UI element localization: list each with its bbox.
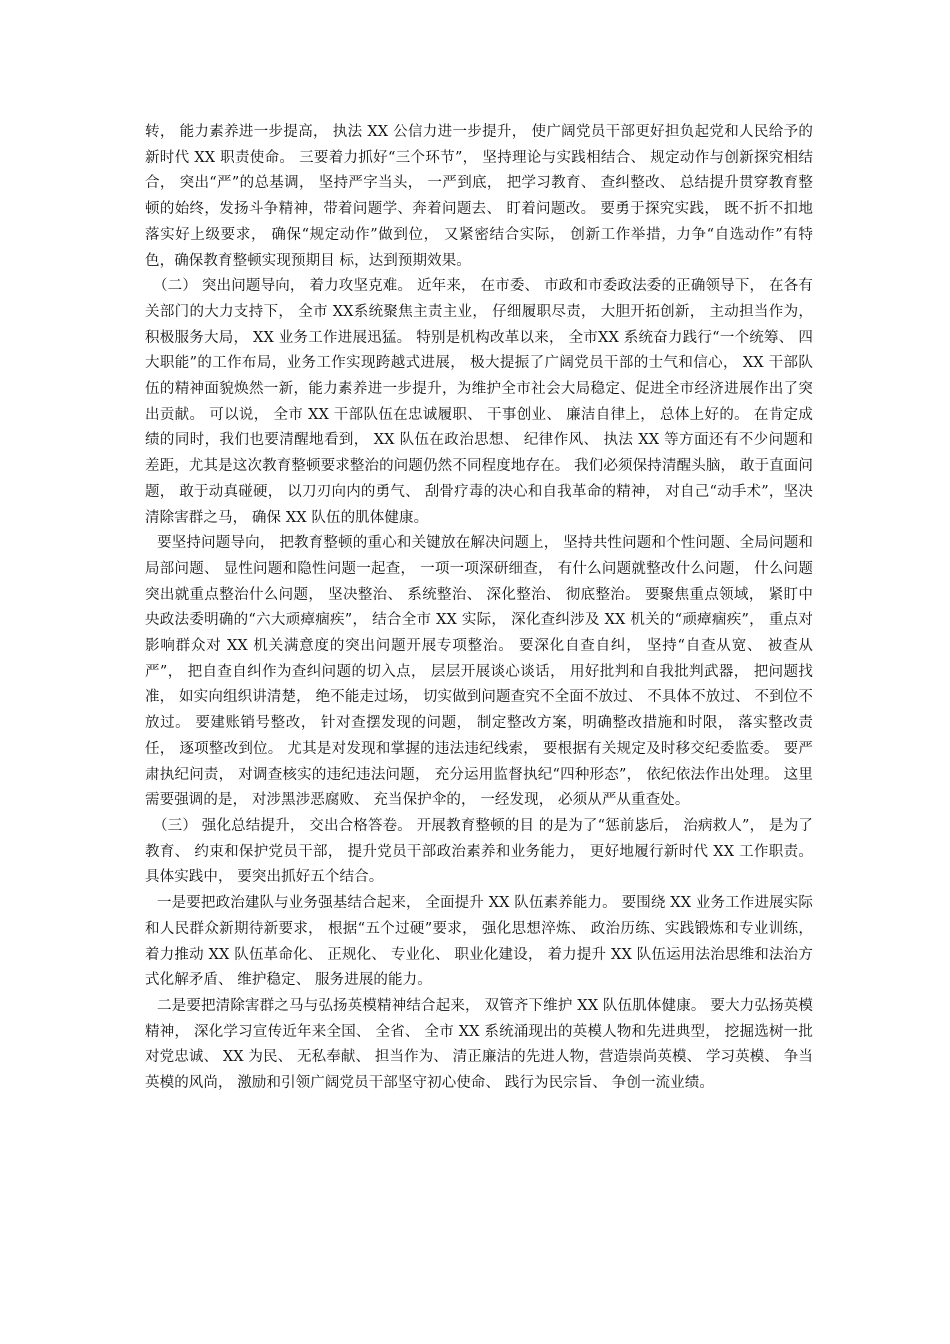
paragraph-4: （三） 强化总结提升， 交出合格答卷。 开展教育整顿的目 的是为了“惩前毖后， 治病救人”， 是为了教育、 约束和保护党员干部， 提升党员干部政治素养和业务能力， 更好地履行新时代 XX 工作职责。 具体实践中， 要突出抓好五个结合。 [145,817,818,886]
paragraph-6: 二是要把清除害群之马与弘扬英模精神结合起来， 双管齐下维护 XX 队伍肌体健康。 要大力弘扬英模精神， 深化学习宣传近年来全国、 全省、 全市 XX 系统涌现出的英模人物和先进典型， 挖掘选树一批对党忠诚、 XX 为民、 无私奉献、 担当作为、 清正廉洁的先进人物，营造崇尚英模、 学习英模、 争当英模的风尚， 激励和引领广阔党员干部坚守初心使命、 践行为民宗旨、 争创一流业绩。 [145,997,813,1092]
document-page [145,120,818,1097]
paragraph-1: 转， 能力素养进一步提高， 执法 XX 公信力进一步提升， 使广阔党员干部更好担负起党和人民给予的新时代 XX 职责使命。 三要着力抓好“三个环节”， 坚持理论与实践相结合、 规定动作与创新探究相结合， 突出“严”的总基调， 坚持严字当头， 一严到底， 把学习教育、 查纠整改、 总结提升贯穿教育整顿的始终，发扬斗争精神，带着问题学、奔着问题去、 盯着问题改。 要勇于探究实践， 既不折不扣地落实好上级要求， 确保“规定动作”做到位， 又紧密结合实际， 创新工作举措，力争“自选动作”有特色，确保教育整顿实现预期目 标，达到预期效果。 [145,124,813,269]
paragraph-2: （二） 突出问题导向， 着力攻坚克难。 近年来， 在市委、 市政和市委政法委的正确领导下， 在各有关部门的大力支持下， 全市 XX系统聚焦主责主业， 仔细履职尽责， 大胆开拓创新， 主动担当作为，积极服务大局， XX 业务工作进展迅猛。 特别是机构改革以来， 全市XX 系统奋力践行“一个统筹、 四大职能”的工作布局，业务工作实现跨越式进展， 极大提振了广阔党员干部的士气和信心， XX 干部队伍的精神面貌焕然一新，能力素养进一步提升，为维护全市社会大局稳定、促进全市经济进展作出了突出贡献。 可以说， 全市 XX 干部队伍在忠诚履职、 干事创业、 廉洁自律上， 总体上好的。 在肯定成绩的同时，我们也要清醒地看到， XX 队伍在政治思想、 纪律作风、 执法 XX 等方面还有不少问题和差距，尤其是这次教育整顿要求整治的问题仍然不同程度地存在。 我们必须保持清醒头脑， 敢于直面问题， 敢于动真碰硬， 以刀刃向内的勇气、 刮骨疗毒的决心和自我革命的精神， 对自己“动手术”，坚决清除害群之马， 确保 XX 队伍的肌体健康。 [145,278,813,526]
paragraph-5: 一是要把政治建队与业务强基结合起来， 全面提升 XX 队伍素养能力。 要围绕 XX 业务工作进展实际和人民群众新期待新要求， 根据“五个过硬”要求， 强化思想淬炼、 政治历练、实践锻炼和专业训练， 着力推动 XX 队伍革命化、 正规化、 专业化、 职业化建设， 着力提升 XX 队伍运用法治思维和法治方式化解矛盾、 维护稳定、 服务进展的能力。 [145,895,818,989]
paragraph-3: 要坚持问题导向， 把教育整顿的重心和关键放在解决问题上， 坚持共性问题和个性问题、全局问题和局部问题、 显性问题和隐性问题一起查， 一项一项深研细查， 有什么问题就整改什么问题， 什么问题突出就重点整治什么问题， 坚决整治、 系统整治、 深化整治、 彻底整治。 要聚焦重点领域， 紧盯中央政法委明确的“六大顽瘴痼疾”， 结合全市 XX 实际， 深化查纠涉及 XX 机关的“顽瘴痼疾”， 重点对影响群众对 XX 机关满意度的突出问题开展专项整治。 要深化自查自纠， 坚持“自查从宽、 被查从严”， 把自查自纠作为查纠问题的切入点， 层层开展谈心谈话， 用好批判和自我批判武器， 把问题找准， 如实向组织讲清楚， 绝不能走过场， 切实做到问题查究不全面不放过、 不具体不放过、 不到位不放过。 要建账销号整改， 针对查摆发现的问题， 制定整改方案，明确整改措施和时限， 落实整改责任， 逐项整改到位。 尤其是对发现和掌握的违法违纪线索， 要根据有关规定及时移交纪委监委。 要严肃执纪问责， 对调查核实的违纪违法问题， 充分运用监督执纪“四种形态”， 依纪依法作出处理。 这里需要强调的是， 对涉黑涉恶腐败、 充当保护伞的， 一经发现， 必须从严从重查处。 [145,535,813,809]
